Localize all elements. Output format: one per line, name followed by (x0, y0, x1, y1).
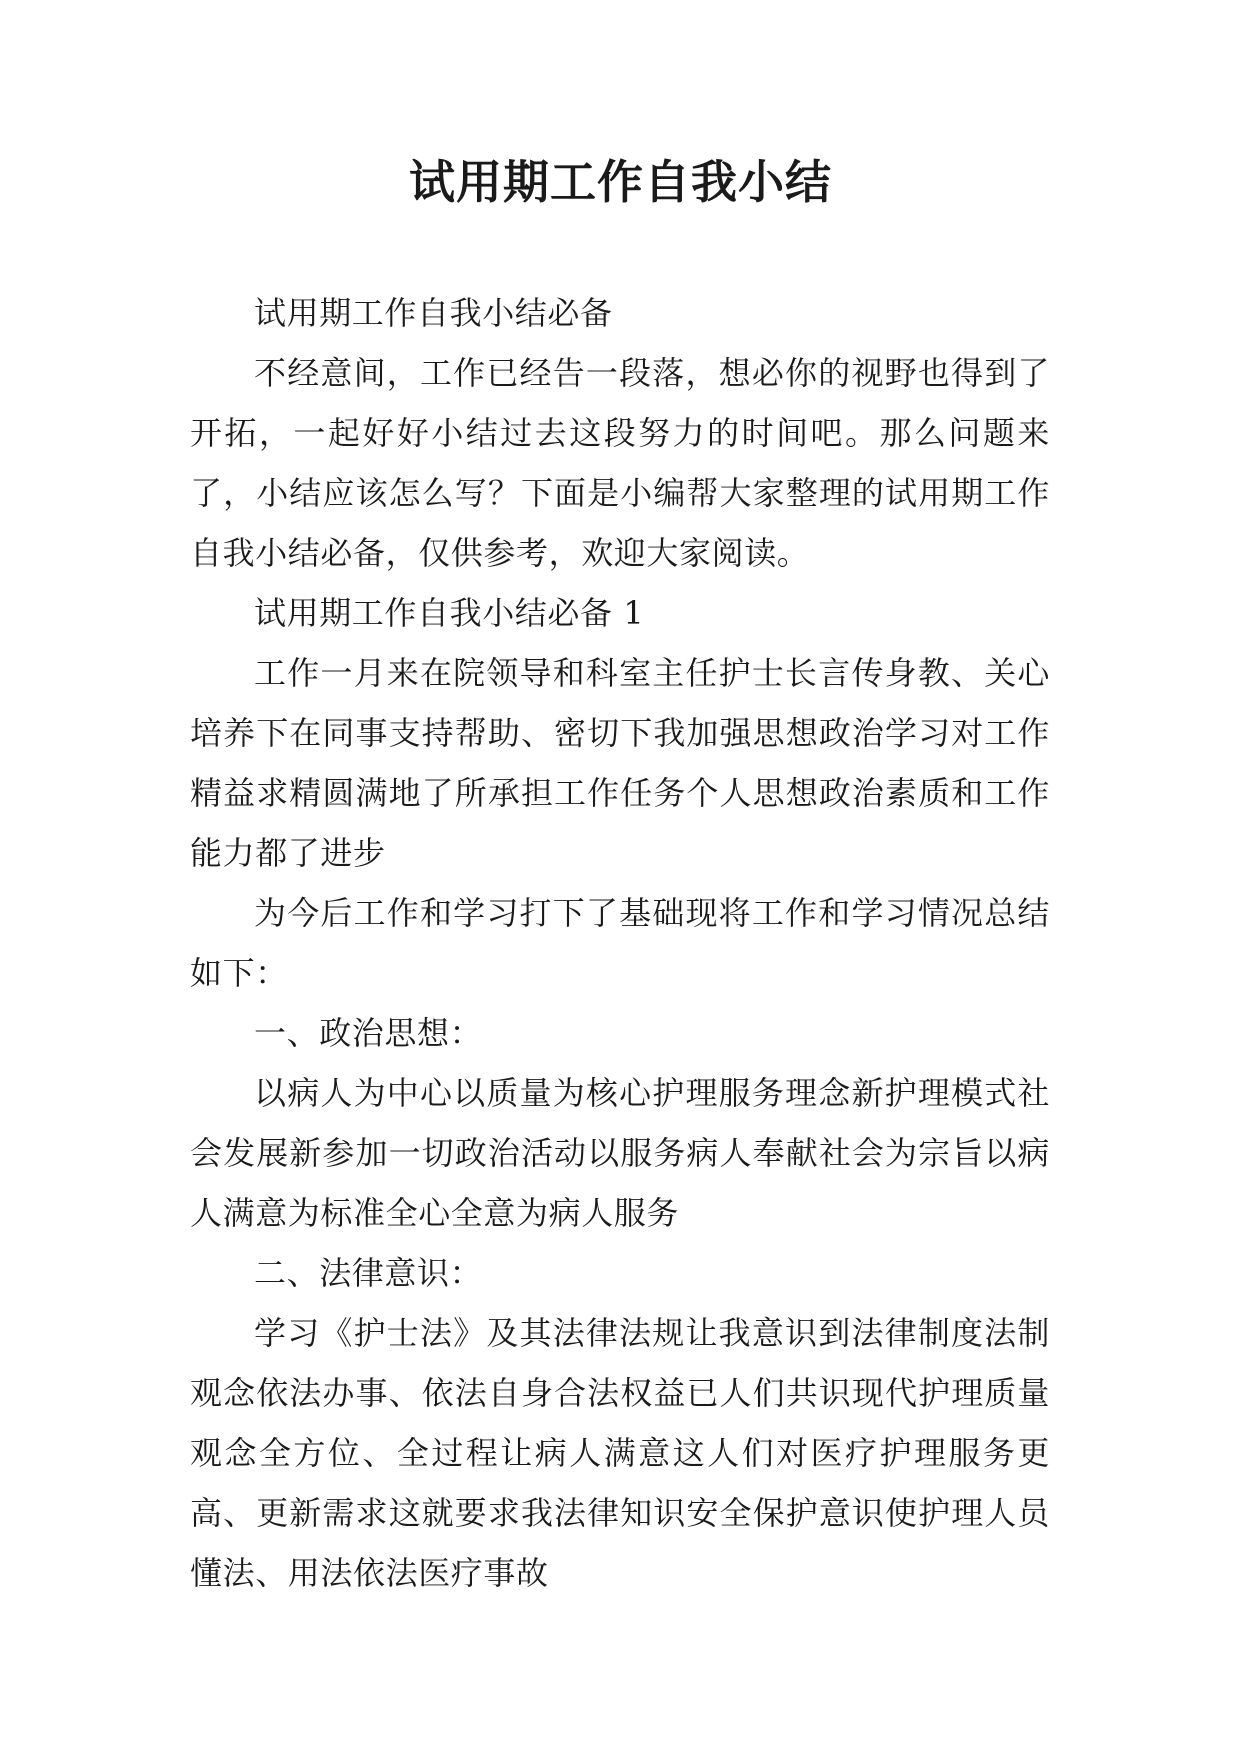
section-heading: 试用期工作自我小结必备 1 (254, 594, 645, 632)
intro-paragraph: 不经意间，工作已经告一段落，想必你的视野也得到了开拓，一起好好小结过去这段努力的时间吧。那么问题来了，小结应该怎么写？下面是小编帮大家整理的试用期工作自我小结必备，仅供参考，欢迎大家阅读。 (190, 354, 1050, 572)
section-heading: 一、政治思想： (254, 1014, 483, 1052)
document-body (190, 283, 1050, 1603)
body-paragraph: 为今后工作和学习打下了基础现将工作和学习情况总结如下： (190, 894, 1050, 992)
body-paragraph: 学习《护士法》及其法律法规让我意识到法律制度法制观念依法办事、依法自身合法权益已人们共识现代护理质量观念全方位、全过程让病人满意这人们对医疗护理服务更高、更新需求这就要求我法律知识安全保护意识使护理人员懂法、用法依法医疗事故 (190, 1314, 1050, 1592)
section-heading: 二、法律意识： (254, 1254, 483, 1292)
body-paragraph: 工作一月来在院领导和科室主任护士长言传身教、关心培养下在同事支持帮助、密切下我加强思想政治学习对工作精益求精圆满地了所承担工作任务个人思想政治素质和工作能力都了进步 (190, 654, 1050, 872)
subtitle-paragraph: 试用期工作自我小结必备 (254, 294, 613, 332)
body-paragraph: 以病人为中心以质量为核心护理服务理念新护理模式社会发展新参加一切政治活动以服务病人奉献社会为宗旨以病人满意为标准全心全意为病人服务 (190, 1074, 1050, 1232)
document-title: 试用期工作自我小结 (409, 155, 832, 209)
